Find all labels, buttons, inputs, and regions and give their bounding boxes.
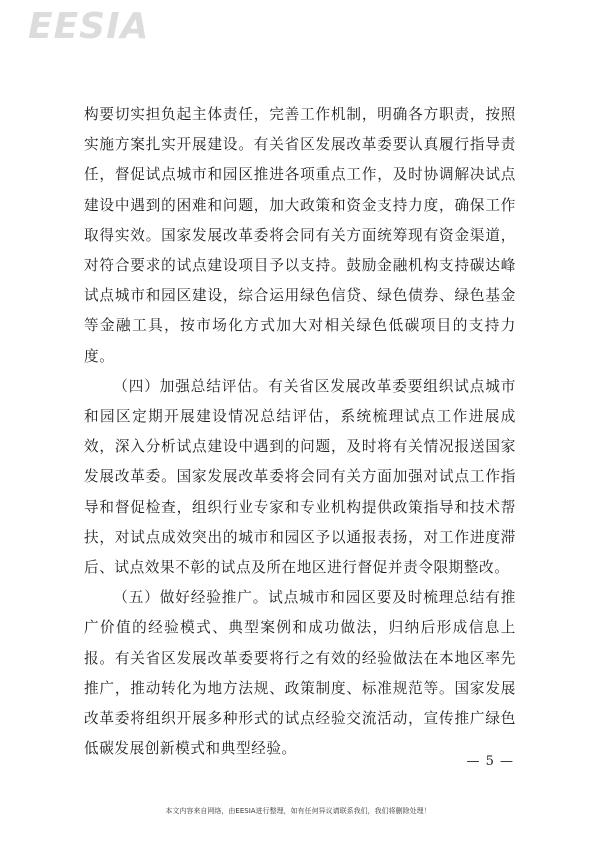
- footer-disclaimer: 本文内容来自网络，由EESIA进行整理，如有任何异议请联系我们，我们将删除处理！: [165, 807, 431, 815]
- page-number: — 5 —: [466, 754, 514, 769]
- paragraph-experience-promotion: （五）做好经验推广。试点城市和园区要及时梳理总结有推广价值的经验模式、典型案例和成功做法，归纳后形成信息上报。有关省区发展改革委要将行之有效的经验做法在本地区率先推广，推动转化为地方法规、政策制度、标准规范等。国家发展改革委将组织开展多种形式的试点经验交流活动，宣传推广绿色低碳发展创新模式和典型经验。: [84, 589, 516, 758]
- document-body: [84, 100, 516, 764]
- paragraph-strengthen-evaluation: （四）加强总结评估。有关省区发展改革委要组织试点城市和园区定期开展建设情况总结评估，系统梳理试点工作进展成效，深入分析试点建设中遇到的问题，及时将有关情况报送国家发展改革委。国家发展改革委将会同有关方面加强对试点工作指导和督促检查，组织行业专家和专业机构提供政策指导和技术帮扶，对试点成效突出的城市和园区予以通报表扬，对工作进度滞后、试点效果不彰的试点及所在地区进行督促并责令限期整改。: [84, 377, 516, 577]
- eesia-watermark-logo: EESIA: [28, 6, 150, 47]
- paragraph-continuation: 构要切实担负起主体责任，完善工作机制，明确各方职责，按照实施方案扎实开展建设。有关省区发展改革委要认真履行指导责任，督促试点城市和园区推进各项重点工作，及时协调解决试点建设中遇到的困难和问题，加大政策和资金支持力度，确保工作取得实效。国家发展改革委将会同有关方面统筹现有资金渠道，对符合要求的试点建设项目予以支持。鼓励金融机构支持碳达峰试点城市和园区建设，综合运用绿色信贷、绿色债券、绿色基金等金融工具，按市场化方式加大对相关绿色低碳项目的支持力度。: [84, 106, 516, 365]
